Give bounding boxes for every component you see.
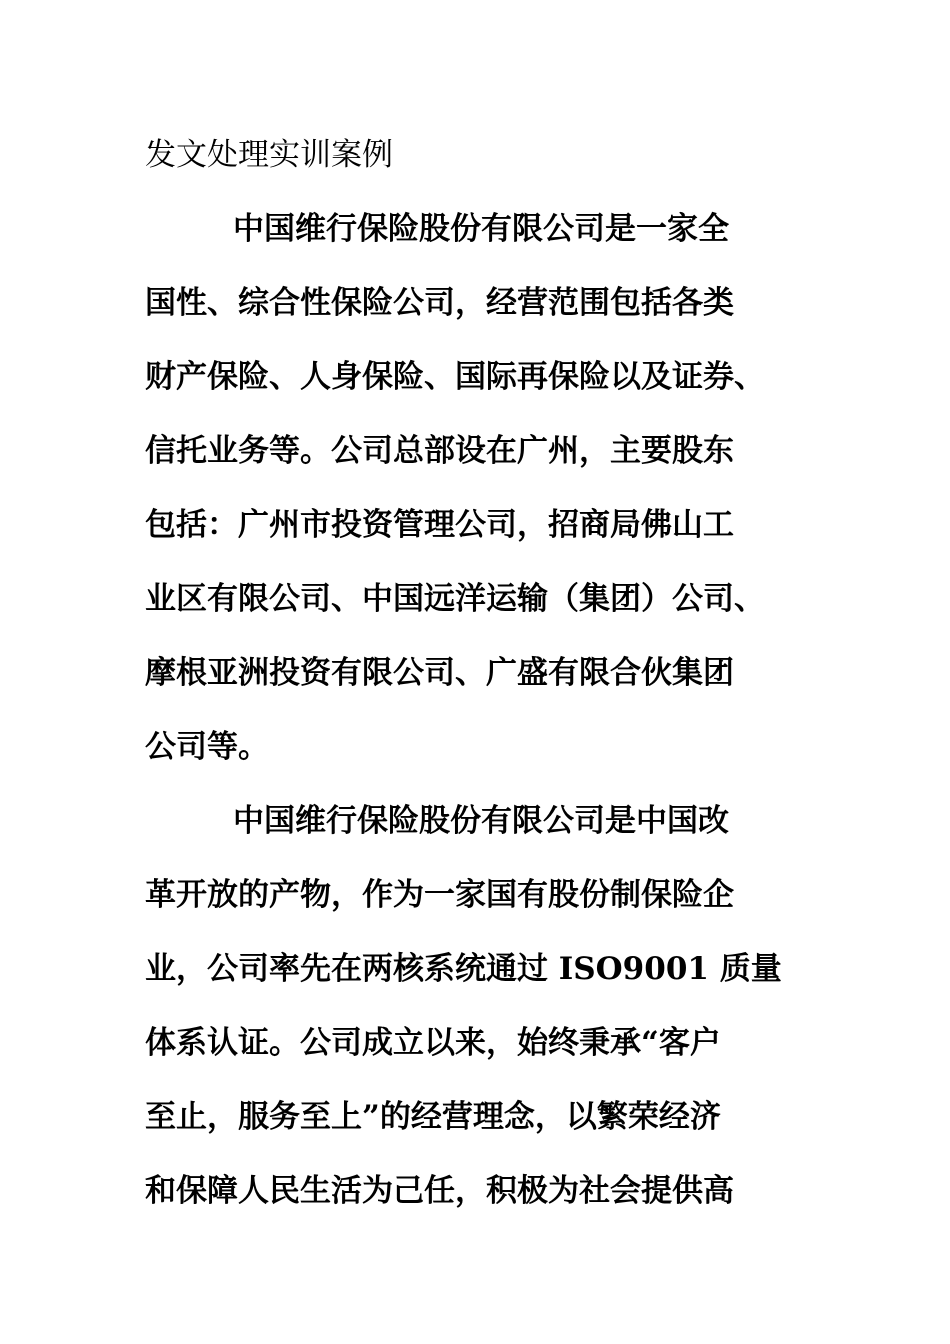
paragraph-line: 国性、综合性保险公司，经营范围包括各类	[145, 285, 734, 321]
paragraph-line: 业，公司率先在两核系统通过 ISO9001 质量	[145, 951, 782, 987]
paragraph-line: 体系认证。公司成立以来，始终秉承“客户	[145, 1025, 721, 1061]
paragraph-line: 业区有限公司、中国远洋运输（集团）公司、	[145, 581, 765, 617]
paragraph-line: 中国维行保险股份有限公司是一家全	[233, 211, 729, 247]
paragraph-line: 中国维行保险股份有限公司是中国改	[233, 803, 729, 839]
paragraph-2	[145, 784, 807, 1228]
paragraph-1	[145, 192, 807, 784]
paragraph-line: 摩根亚洲投资有限公司、广盛有限合伙集团	[145, 655, 734, 691]
paragraph-line: 革开放的产物，作为一家国有股份制保险企	[145, 877, 734, 913]
paragraph-line: 财产保险、人身保险、国际再保险以及证券、	[145, 359, 765, 395]
paragraph-line: 信托业务等。公司总部设在广州，主要股东	[145, 433, 734, 469]
document-body	[145, 118, 807, 1228]
document-title: 发文处理实训案例	[145, 137, 393, 173]
paragraph-line: 包括：广州市投资管理公司，招商局佛山工	[145, 507, 734, 543]
paragraph-line: 公司等。	[145, 729, 269, 765]
paragraph-line: 和保障人民生活为己任，积极为社会提供高	[145, 1173, 734, 1209]
paragraph-line: 至止，服务至上”的经营理念，以繁荣经济	[145, 1099, 721, 1135]
